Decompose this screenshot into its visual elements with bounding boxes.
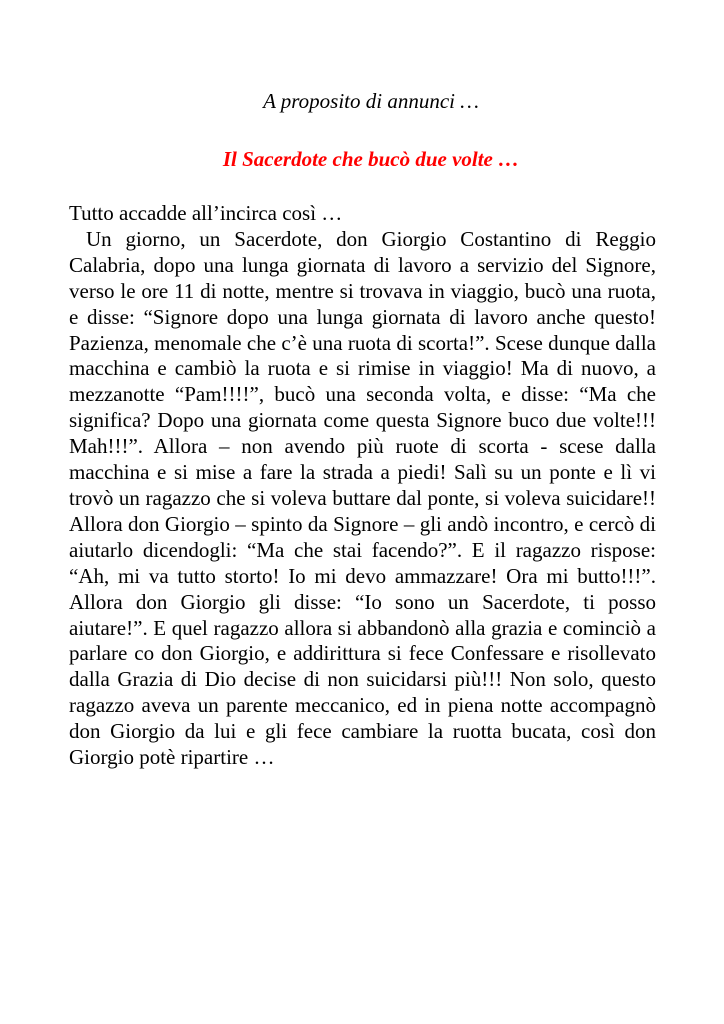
document-body [69, 201, 656, 771]
document-subtitle: A proposito di annunci … [263, 89, 479, 113]
story-paragraph: Un giorno, un Sacerdote, don Giorgio Costantino di Reggio Calabria, dopo una lunga giornata di lavoro a servizio del Signore, verso le ore 11 di notte, mentre si trovava in viaggio, bucò una ruota, e disse: “Signore dopo una lunga giornata di lavoro anche questo! Pazienza, menomale che c’è una ruota di scorta!”. Scese dunque dalla macchina e cambiò la ruota e si rimise in viaggio! Ma di nuovo, a mezzanotte “Pam!!!!”, bucò una seconda volta, e disse: “Ma che significa? Dopo una giornata come questa Signore buco due volte!!! Mah!!!”. Allora – non avendo più ruote di scorta - scese dalla macchina e si mise a fare la strada a piedi! Salì su un ponte e lì vi trovò un ragazzo che si voleva buttare dal ponte, si voleva suicidare!! Allora don Giorgio – spinto da Signore – gli andò incontro, e cercò di aiutarlo dicendogli: “Ma che stai facendo?”. E il ragazzo rispose: “Ah, mi va tutto storto! Io mi devo ammazzare! Ora mi butto!!!”. Allora don Giorgio gli disse: “Io sono un Sacerdote, ti posso aiutare!”. E quel ragazzo allora si abbandonò alla grazia e cominciò a parlare co don Giorgio, e addirittura si fece Confessare e risollevato dalla Grazia di Dio decise di non suicidarsi più!!! Non solo, questo ragazzo aveva un parente meccanico, ed in piena notte accompagnò don Giorgio da lui e gli fece cambiare la ruotta bucata, così don Giorgio potè ripartire … [69, 226, 656, 770]
document-title: Il Sacerdote che bucò due volte … [222, 147, 520, 171]
intro-paragraph: Tutto accadde all’incirca così … [69, 201, 343, 225]
